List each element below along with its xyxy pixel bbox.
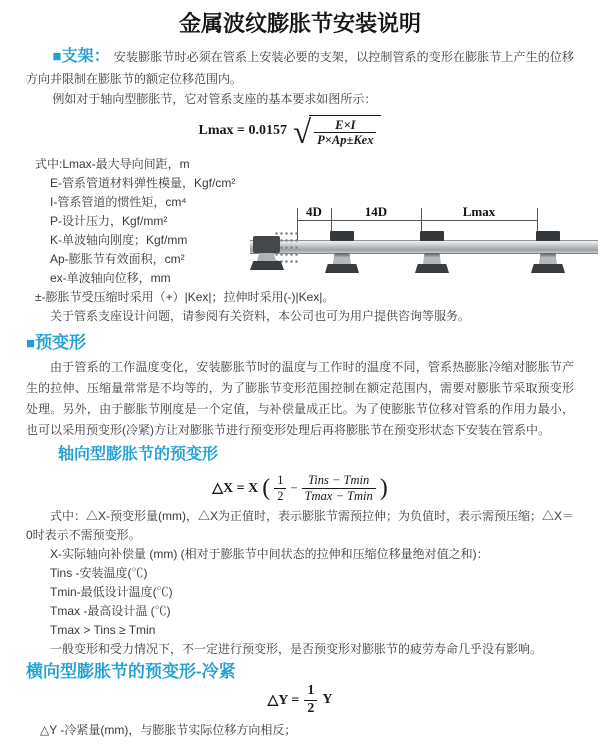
temp-denominator: Tmax − Tmin (302, 488, 376, 503)
var-item: E-管系管道材料弹性模量，Kgf/cm² (50, 176, 236, 190)
axial-heading: 轴向型膨胀节的预变形 (58, 446, 219, 463)
lateral-formula-lhs: △Y = (267, 692, 300, 708)
right-paren: ) (379, 475, 388, 501)
support-heading: 支架： (61, 48, 110, 65)
axial-line: Tmax -最高设计温 (℃) (50, 604, 171, 618)
predeform-heading-label: 预变形 (35, 333, 87, 352)
axial-formula-lhs: △X = X (212, 480, 259, 496)
support-base (415, 264, 449, 273)
pipe-support (412, 231, 452, 275)
minus-sign: − (290, 480, 298, 495)
lateral-formula-rhs: Y (322, 692, 333, 707)
predeform-heading (26, 332, 574, 355)
axial-line: 式中：△X-预变形量(mm)，△X为正值时，表示膨胀节需预拉伸；为负值时，表示需预压缩；△X＝0时表示不需预变形。 (26, 509, 574, 542)
axial-line: Tmax > Tins ≥ Tmin (50, 623, 156, 637)
temperature-fraction (302, 473, 376, 503)
section-marker-icon: ■ (26, 335, 36, 352)
axial-formula (0, 469, 600, 507)
pipe-support (528, 231, 568, 275)
half-numerator: 1 (307, 683, 315, 699)
anchor-pedestal (257, 253, 276, 261)
page-title: 金属波纹膨胀节安装说明 (178, 11, 421, 36)
anchor-base (250, 261, 284, 270)
anchor-support (253, 236, 280, 253)
vars-head: 式中:Lmax-最大导向间距，m (35, 157, 190, 171)
axial-line: Tmin-最低设计温度(℃) (50, 585, 173, 599)
left-paren: ( (262, 475, 271, 501)
dim-label-14d: 14D (364, 204, 388, 219)
axial-line: 一般变形和受力情况下，不一定进行预变形，是否预变形对膨胀节的疲劳寿命几乎没有影响。 (50, 642, 543, 656)
half-numerator: 1 (277, 473, 284, 488)
lmax-formula-lhs: Lmax = 0.0157 (198, 123, 287, 138)
support-pedestal (423, 253, 441, 264)
half-denominator: 2 (274, 488, 286, 503)
lmax-formula (0, 111, 580, 151)
dim-label-4d: 4D (306, 204, 322, 219)
support-example: 例如对于轴向型膨胀节，它对管系支座的基本要求如图所示： (52, 92, 377, 106)
support-section-paragraph (26, 46, 574, 90)
support-base (531, 264, 565, 273)
axial-line: X-实际轴向补偿量 (mm) (相对于膨胀节中间状态的拉伸和压缩位移量绝对值之和)： (50, 547, 489, 561)
var-item: Ap-膨胀节有效面积，cm² (50, 252, 185, 266)
fraction (314, 118, 376, 148)
support-base (325, 264, 359, 273)
dim-label-lmax: Lmax (462, 204, 496, 219)
predeform-body: 由于管系的工作温度变化，安装膨胀节时的温度与工作时的温度不同，管系热膨胀冷缩对膨胀节产生的拉伸、压缩量常常是不均等的，为了膨胀节变形范围控制在额定范围内，需要对膨胀节采取预变形处理。另外，由于膨胀节刚度是一个定值，与补偿量成正比。为了使膨胀节位移对管系的作用力最小，也可以采用预变形(冷紧)方让对膨胀节进行预变形处理后再将膨胀节在预变形状态下安装在管系中。 (26, 360, 574, 437)
section-marker-icon: ■ (52, 48, 62, 65)
var-item: P-设计压力，Kgf/mm² (50, 214, 168, 228)
fraction-numerator: E×I (335, 117, 356, 132)
fraction-denominator: P×Ap±Kex (314, 132, 376, 147)
support-clamp (536, 231, 560, 241)
temp-numerator: Tins − Tmin (308, 473, 370, 488)
half-fraction (304, 683, 317, 716)
radical-sign-icon: √ (293, 114, 312, 151)
support-clamp (420, 231, 444, 241)
var-item: ex-单波轴向位移，mm (50, 271, 171, 285)
axial-line: Tins -安装温度(℃) (50, 566, 148, 580)
lateral-heading: 横向型膨胀节的预变形-冷紧 (26, 662, 236, 681)
support-pedestal (539, 253, 557, 264)
pipe-support-diagram (250, 203, 598, 283)
support-intro: 安装膨胀节时必须在管系上安装必要的支架，以控制管系的变形在膨胀节上产生的位移方向并限制在膨胀节的额定位移范围内。 (26, 50, 574, 86)
var-item: I-管系管道的惯性矩，cm⁴ (50, 195, 187, 209)
lateral-note: △Y -冷紧量(mm)，与膨胀节实际位移方向相反； (40, 723, 297, 737)
half-denominator: 2 (304, 700, 317, 717)
support-clamp (330, 231, 354, 241)
lateral-formula (0, 685, 600, 715)
support-pedestal (333, 253, 351, 264)
support-service-note: 关于管系支座设计问题，请参阅有关资料，本公司也可为用户提供咨询等服务。 (50, 309, 471, 323)
var-plus-minus-note: ±-膨胀节受压缩时采用（+）|Kex|；拉伸时采用(-)|Kex|。 (35, 290, 335, 304)
radicand (309, 115, 381, 148)
var-item: K-单波轴向刚度；Kgf/mm (50, 233, 188, 247)
dimension-line (297, 220, 537, 221)
pipe-support (322, 231, 362, 275)
half-fraction (274, 473, 286, 503)
